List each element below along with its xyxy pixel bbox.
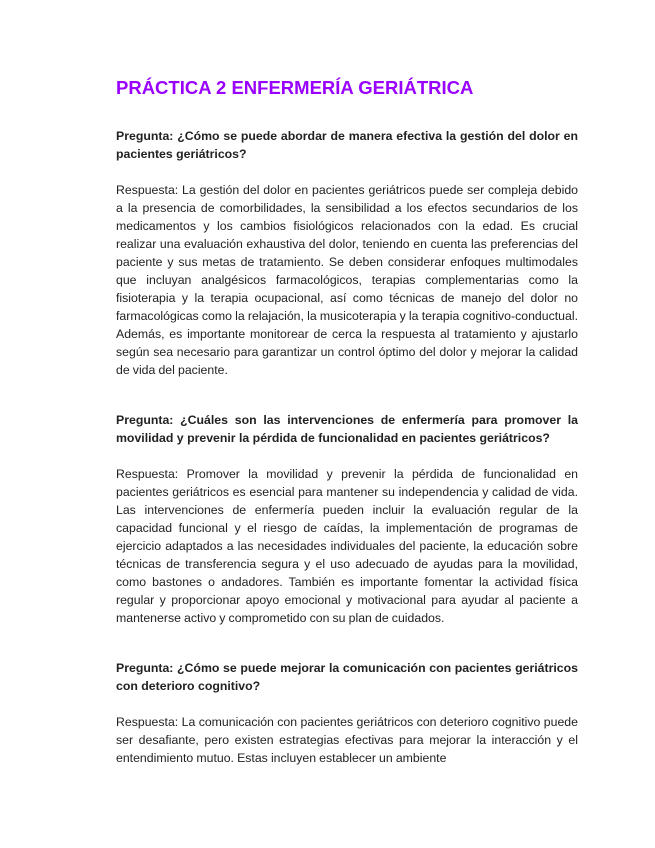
title-block	[116, 76, 473, 100]
answer-text: Respuesta: La gestión del dolor en pacientes geriátricos puede ser compleja debido a la presencia de comorbilidades, la sensibilidad a los efectos secundarios de los medicamentos y los cambios fisiológicos relacionados con la edad. Es crucial realizar una evaluación exhaustiva del dolor, teniendo en cuenta las preferencias del paciente y sus metas de tratamiento. Se deben considerar enfoques multimodales que incluyan analgésicos farmacológicos, terapias complementarias como la fisioterapia y la terapia ocupacional, así como técnicas de manejo del dolor no farmacológicas como la relajación, la musicoterapia y la terapia cognitivo-conductual. Además, es importante monitorear de cerca la respuesta al tratamiento y ajustarlo según sea necesario para garantizar un control óptimo del dolor y mejorar la calidad de vida del paciente.	[116, 183, 578, 377]
page-title: PRÁCTICA 2 ENFERMERÍA GERIÁTRICA	[116, 77, 474, 98]
answer-block	[116, 181, 578, 379]
qa-section	[116, 659, 578, 768]
answer-block	[116, 465, 578, 627]
question-text: Pregunta: ¿Cómo se puede abordar de manera efectiva la gestión del dolor en pacientes geriátricos?	[116, 129, 578, 161]
question-text: Pregunta: ¿Cómo se puede mejorar la comunicación con pacientes geriátricos con deterioro cognitivo?	[116, 661, 578, 693]
qa-section	[116, 411, 578, 627]
qa-section	[116, 127, 578, 379]
answer-text: Respuesta: Promover la movilidad y prevenir la pérdida de funcionalidad en pacientes geriátricos es esencial para mantener su independencia y calidad de vida. Las intervenciones de enfermería pueden incluir la evaluación regular de la capacidad funcional y el riesgo de caídas, la implementación de programas de ejercicio adaptados a las necesidades individuales del paciente, la educación sobre técnicas de transferencia segura y el uso adecuado de ayudas para la movilidad, como bastones o andadores. También es importante fomentar la actividad física regular y proporcionar apoyo emocional y motivacional para ayudar al paciente a mantenerse activo y comprometido con su plan de cuidados.	[116, 467, 578, 625]
question-text: Pregunta: ¿Cuáles son las intervenciones de enfermería para promover la movilidad y prevenir la pérdida de funcionalidad en pacientes geriátricos?	[116, 413, 578, 445]
answer-text: Respuesta: La comunicación con pacientes geriátricos con deterioro cognitivo puede ser desafiante, pero existen estrategias efectivas para mejorar la interacción y el entendimiento mutuo. Estas incluyen establecer un ambiente	[116, 715, 578, 765]
answer-block	[116, 713, 578, 768]
